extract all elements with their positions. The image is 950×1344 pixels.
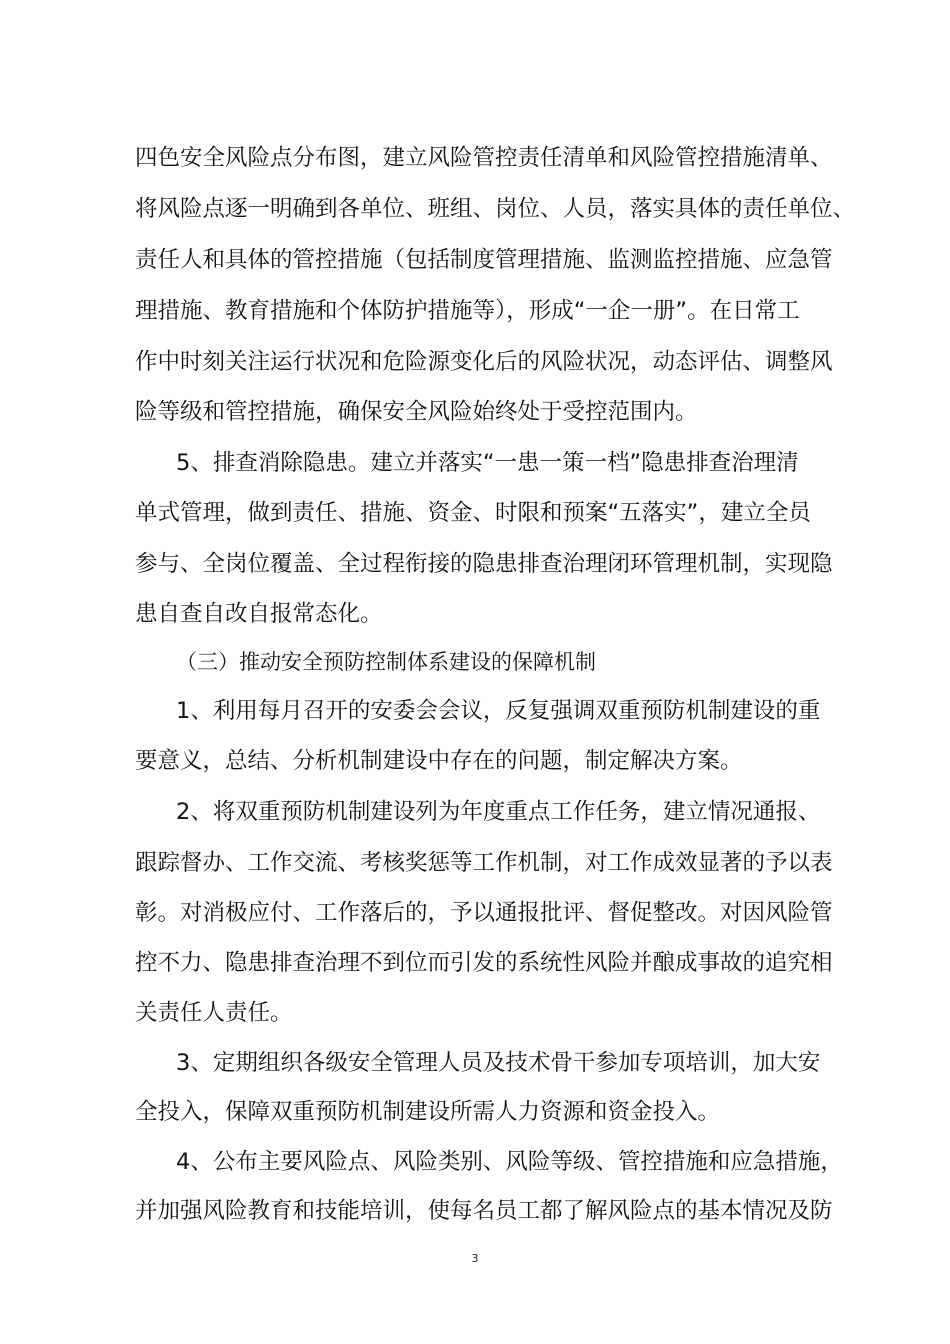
body-text-line: 1、利用每月召开的安委会会议，反复强调双重预防机制建设的重 bbox=[176, 698, 821, 724]
body-text-line: 责任人和具体的管控措施（包括制度管理措施、监测监控措施、应急管 bbox=[135, 247, 833, 273]
body-text-line: 作中时刻关注运行状况和危险源变化后的风险状况，动态评估、调整风 bbox=[135, 349, 833, 375]
body-text-line: 并加强风险教育和技能培训，使每名员工都了解风险点的基本情况及防 bbox=[135, 1198, 833, 1224]
body-text-line: 理措施、教育措施和个体防护措施等），形成“一企一册”。在日常工 bbox=[135, 298, 800, 324]
body-text-line: 全投入，保障双重预防机制建设所需人力资源和资金投入。 bbox=[135, 1099, 721, 1125]
section-heading: （三）推动安全预防控制体系建设的保障机制 bbox=[176, 650, 596, 674]
body-text-line: 险等级和管控措施，确保安全风险始终处于受控范围内。 bbox=[135, 399, 698, 425]
body-text-line: 4、公布主要风险点、风险类别、风险等级、管控措施和应急措施， bbox=[176, 1149, 843, 1175]
body-text-line: 彰。对消极应付、工作落后的，予以通报批评、督促整改。对因风险管 bbox=[135, 900, 833, 926]
page-number: 3 bbox=[471, 1252, 479, 1265]
body-text-line: 2、将双重预防机制建设列为年度重点工作任务，建立情况通报、 bbox=[176, 799, 821, 825]
body-text-line: 患自查自改自报常态化。 bbox=[135, 601, 383, 627]
body-text-line: 5、排查消除隐患。建立并落实“一患一策一档”隐患排查治理清 bbox=[176, 450, 799, 476]
body-text-line: 单式管理，做到责任、措施、资金、时限和预案“五落实”，建立全员 bbox=[135, 500, 811, 526]
body-text-line: 要意义，总结、分析机制建设中存在的问题，制定解决方案。 bbox=[135, 748, 743, 774]
body-text-line: 控不力、隐患排查治理不到位而引发的系统性风险并酿成事故的追究相 bbox=[135, 950, 833, 976]
body-text-line: 将风险点逐一明确到各单位、班组、岗位、人员，落实具体的责任单位、 bbox=[135, 196, 856, 222]
body-text-line: 参与、全岗位覆盖、全过程衔接的隐患排查治理闭环管理机制，实现隐 bbox=[135, 551, 833, 577]
body-text-line: 跟踪督办、工作交流、考核奖惩等工作机制，对工作成效显著的予以表 bbox=[135, 850, 833, 876]
body-text-line: 3、定期组织各级安全管理人员及技术骨干参加专项培训，加大安 bbox=[176, 1050, 821, 1076]
body-text-line: 四色安全风险点分布图，建立风险管控责任清单和风险管控措施清单、 bbox=[135, 145, 833, 171]
body-text-line: 关责任人责任。 bbox=[135, 1000, 293, 1026]
